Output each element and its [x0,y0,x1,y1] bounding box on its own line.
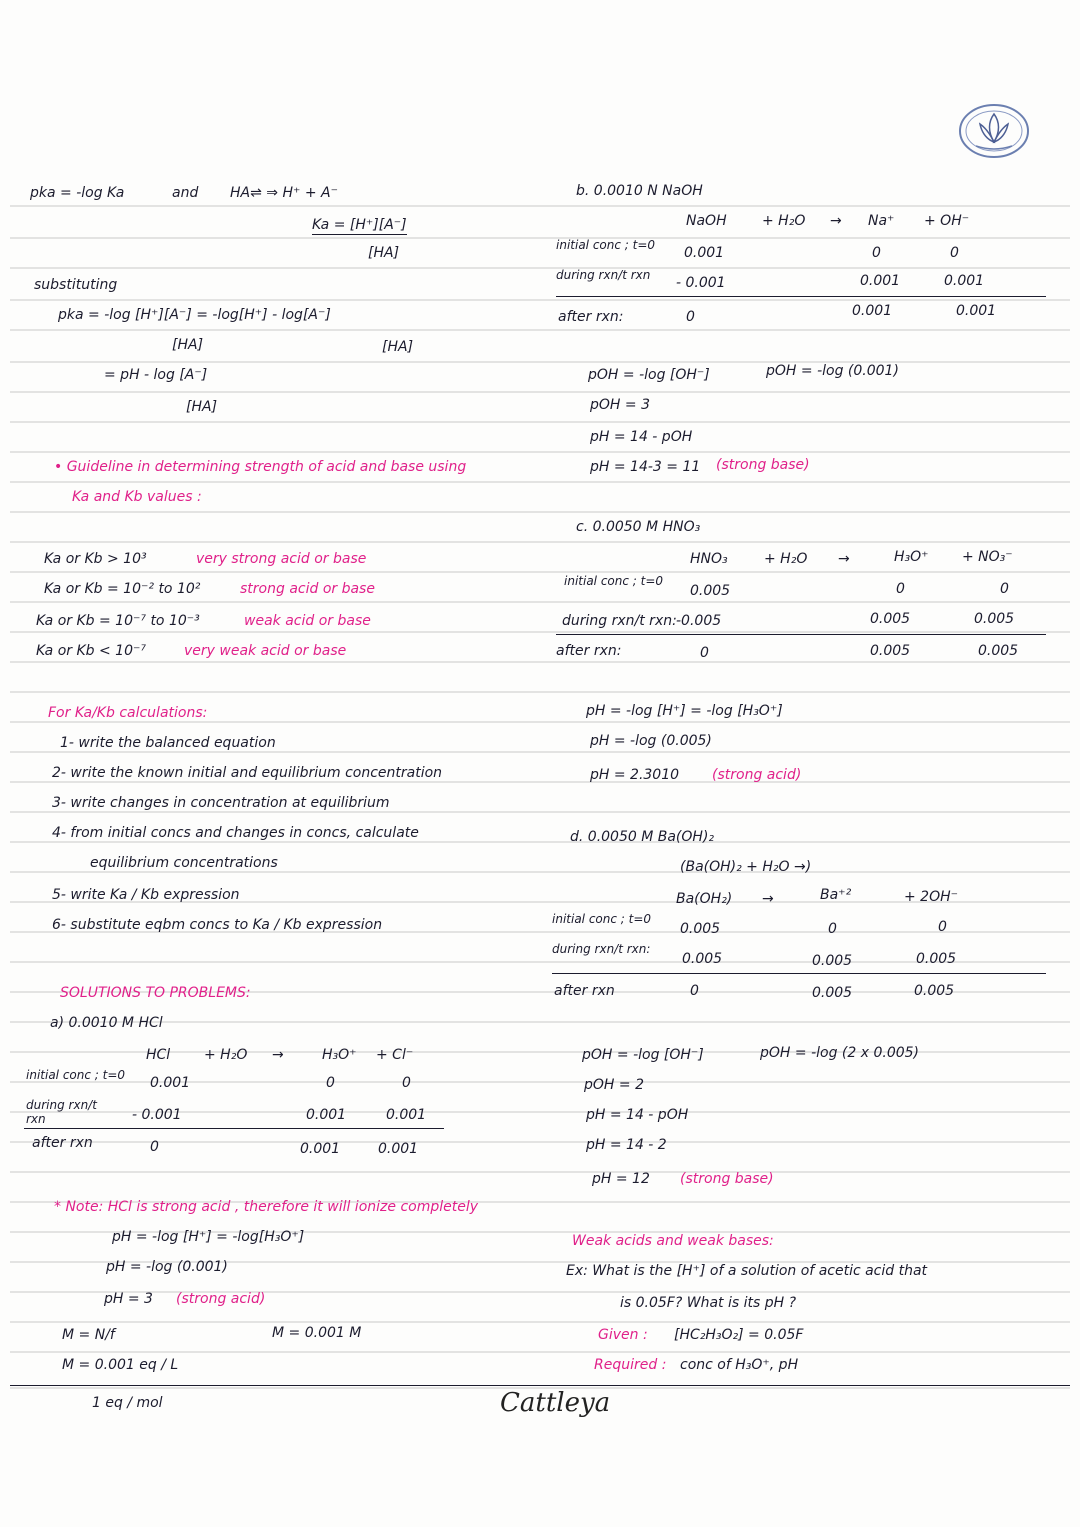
molarity-line-3: 1 eq / mol [92,1395,163,1411]
d-eq-reactant: Ba(OH₂) [676,891,733,907]
note-strong-acid: * Note: HCl is strong acid , therefore it will ionize completely [54,1199,479,1215]
solutions-title: SOLUTIONS TO PROBLEMS: [60,985,251,1001]
lotus-seal-icon [958,102,1030,160]
ka-expression-numerator: Ka = [H⁺][A⁻] [312,217,407,233]
c-ph-line-3: pH = 2.3010 [590,767,680,783]
c-eq-hydronium: H₃O⁺ [894,549,929,565]
b-after-naoh: 0 [686,309,695,325]
calc-step-1: 1- write the balanced equation [60,735,276,751]
c-eq-nitrate: + NO₃⁻ [962,549,1013,565]
a-during-label: during rxn/t rxn [26,1098,97,1126]
a-ph-line-1: pH = -log [H⁺] = -log[H₃O⁺] [112,1229,305,1245]
d-equation-1: (Ba(OH)₂ + H₂O →) [680,859,812,875]
strength-condition-1: Ka or Kb > 10³ [44,551,147,567]
example-question-line2: is 0.05F? What is its pH ? [620,1295,797,1311]
problem-c-label: c. 0.0050 M HNO₃ [576,519,701,535]
problem-b-label: b. 0.0010 N NaOH [576,183,703,199]
strength-condition-3: Ka or Kb = 10⁻⁷ to 10⁻³ [36,613,200,629]
b-poh-line-2: pOH = 3 [590,397,650,413]
b-after-label: after rxn: [558,309,624,325]
c-during-hno3: -0.005 [676,613,722,629]
a-after-h3o: 0.001 [300,1141,341,1157]
a-ph-tag: (strong acid) [176,1291,266,1307]
a-during-hcl: - 0.001 [132,1107,182,1123]
calc-step-5: 5- write Ka / Kb expression [52,887,240,903]
b-eq-arrow: → [830,213,842,229]
molarity-line-2: M = 0.001 eq / L [62,1357,179,1373]
a-table-divider [24,1128,444,1129]
c-initial-h3o: 0 [896,581,905,597]
dissociation-equation: HA⇌ ⇒ H⁺ + A⁻ [230,185,338,201]
c-during-h3o: 0.005 [870,611,911,627]
c-ph-line-2: pH = -log (0.005) [590,733,712,749]
strength-description-4: very weak acid or base [184,643,347,659]
a-after-cl: 0.001 [378,1141,419,1157]
d-ph-line-1: pH = 14 - pOH [586,1107,689,1123]
b-during-label: during rxn/t rxn [556,268,651,282]
bottom-divider [10,1385,1070,1386]
a-eq-chloride: + Cl⁻ [376,1047,414,1063]
b-initial-naoh: 0.001 [684,245,725,261]
b-during-naoh: - 0.001 [676,275,726,291]
d-after-oh: 0.005 [914,983,955,999]
pka-substitution-denominator-2: [HA] [382,339,414,355]
c-table-divider [556,634,1046,635]
a-initial-cl: 0 [402,1075,411,1091]
d-during-baoh2: 0.005 [682,951,723,967]
c-ph-tag: (strong acid) [712,767,802,783]
ph-minus-log-line: = pH - log [A⁻] [104,367,208,383]
d-ph-line-2: pH = 14 - 2 [586,1137,667,1153]
d-after-baoh2: 0 [690,983,699,999]
strength-description-3: weak acid or base [244,613,371,629]
c-initial-hno3: 0.005 [690,583,731,599]
b-eq-hydroxide: + OH⁻ [924,213,970,229]
c-ph-line-1: pH = -log [H⁺] = -log [H₃O⁺] [586,703,783,719]
d-initial-oh: 0 [938,919,947,935]
calc-title: For Ka/Kb calculations: [48,705,208,721]
given-value: [HC₂H₃O₂] = 0.05F [674,1327,804,1343]
d-initial-label: initial conc ; t=0 [552,912,652,926]
a-initial-hcl: 0.001 [150,1075,191,1091]
d-during-oh: 0.005 [916,951,957,967]
a-eq-water: + H₂O [204,1047,248,1063]
a-initial-label: initial conc ; t=0 [26,1068,126,1082]
d-eq-barium: Ba⁺² [820,887,852,903]
pka-substitution: pka = -log [H⁺][A⁻] = -log[H⁺] - log[A⁻] [58,307,331,323]
d-poh-line-1b: pOH = -log (2 x 0.005) [760,1045,920,1061]
c-initial-label: initial conc ; t=0 [564,574,664,588]
strength-condition-4: Ka or Kb < 10⁻⁷ [36,643,146,659]
b-table-divider [556,296,1046,297]
c-eq-water: + H₂O [764,551,808,567]
c-during-no3: 0.005 [974,611,1015,627]
d-during-ba: 0.005 [812,953,853,969]
calc-step-2: 2- write the known initial and equilibrium concentration [52,765,443,781]
b-ph-tag: (strong base) [716,457,810,473]
molarity-line-1: M = N/f [62,1327,115,1343]
b-initial-oh: 0 [950,245,959,261]
b-poh-line-1b: pOH = -log (0.001) [766,363,899,379]
pka-substitution-denominator-1: [HA] [172,337,204,353]
calc-step-6: 6- substitute eqbm concs to Ka / Kb expression [52,917,383,933]
strength-condition-2: Ka or Kb = 10⁻² to 10² [44,581,201,597]
guideline-heading-line1: • Guideline in determining strength of acid and base using [54,459,467,475]
d-eq-arrow: → [762,891,774,907]
pka-definition: pka = -log Ka [30,185,125,201]
calc-step-3: 3- write changes in concentration at equilibrium [52,795,390,811]
d-poh-line-2: pOH = 2 [584,1077,644,1093]
d-initial-ba: 0 [828,921,837,937]
c-after-hno3: 0 [700,645,709,661]
given-label: Given : [598,1327,648,1343]
a-ph-line-2: pH = -log (0.001) [106,1259,228,1275]
b-initial-label: initial conc ; t=0 [556,238,656,252]
substituting-label: substituting [34,277,118,293]
a-eq-arrow: → [272,1047,284,1063]
weak-acids-title: Weak acids and weak bases: [572,1233,774,1249]
a-during-cl: 0.001 [386,1107,427,1123]
a-after-hcl: 0 [150,1139,159,1155]
c-initial-no3: 0 [1000,581,1009,597]
c-after-no3: 0.005 [978,643,1019,659]
b-poh-line-1: pOH = -log [OH⁻] [588,367,710,383]
d-poh-line-1: pOH = -log [OH⁻] [582,1047,704,1063]
calc-step-4: 4- from initial concs and changes in concs, calculate [52,825,419,841]
a-eq-reactant: HCl [146,1047,171,1063]
b-ph-line-2: pH = 14-3 = 11 [590,459,701,475]
d-eq-hydroxide: + 2OH⁻ [904,889,959,905]
d-after-label: after rxn [554,983,615,999]
and-word: and [172,185,199,201]
strength-description-2: strong acid or base [240,581,375,597]
problem-a-label: a) 0.0010 M HCl [50,1015,163,1031]
a-ph-line-3: pH = 3 [104,1291,153,1307]
molarity-line-1b: M = 0.001 M [272,1325,362,1341]
ph-minus-log-denominator: [HA] [186,399,218,415]
c-during-label: during rxn/t rxn: [562,613,677,629]
d-during-label: during rxn/t rxn: [552,942,651,956]
c-after-h3o: 0.005 [870,643,911,659]
d-initial-baoh2: 0.005 [680,921,721,937]
calc-step-4-cont: equilibrium concentrations [90,855,278,871]
b-after-na: 0.001 [852,303,893,319]
author-signature: Cattleya [500,1388,611,1418]
problem-d-label: d. 0.0050 M Ba(OH)₂ [570,829,715,845]
d-after-ba: 0.005 [812,985,853,1001]
a-initial-h3o: 0 [326,1075,335,1091]
b-eq-reactant: NaOH [686,213,727,229]
required-value: conc of H₃O⁺, pH [680,1357,799,1373]
example-question-line1: Ex: What is the [H⁺] of a solution of acetic acid that [566,1263,928,1279]
a-during-h3o: 0.001 [306,1107,347,1123]
strength-description-1: very strong acid or base [196,551,367,567]
d-table-divider [552,973,1046,974]
b-eq-sodium: Na⁺ [868,213,895,229]
d-ph-tag: (strong base) [680,1171,774,1187]
b-during-na: 0.001 [860,273,901,289]
guideline-heading-line2: Ka and Kb values : [72,489,202,505]
a-after-label: after rxn [32,1135,93,1151]
b-during-oh: 0.001 [944,273,985,289]
c-eq-reactant: HNO₃ [690,551,728,567]
a-eq-hydronium: H₃O⁺ [322,1047,357,1063]
ka-expression-denominator: [HA] [368,245,400,261]
d-ph-line-3: pH = 12 [592,1171,650,1187]
c-after-label: after rxn: [556,643,622,659]
b-initial-na: 0 [872,245,881,261]
required-label: Required : [594,1357,667,1373]
b-ph-line-1: pH = 14 - pOH [590,429,693,445]
c-eq-arrow: → [838,551,850,567]
b-eq-water: + H₂O [762,213,806,229]
b-after-oh: 0.001 [956,303,997,319]
